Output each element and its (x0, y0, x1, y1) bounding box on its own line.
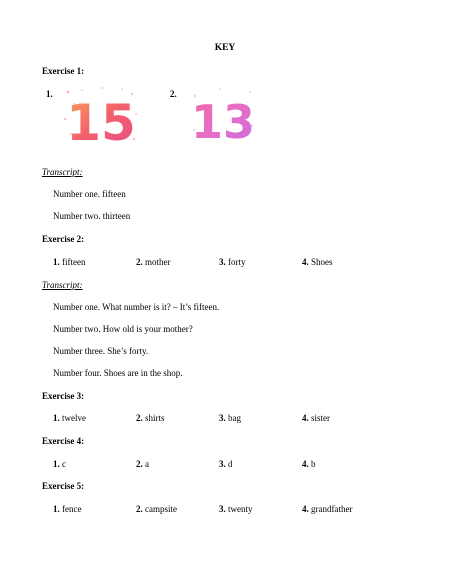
number-15-picture (62, 84, 140, 150)
exercise-2-transcript-label: Transcript: (42, 280, 83, 290)
exercise-3-answer-4: 4. sister (302, 413, 330, 423)
exercise-2-answer-2: 2. mother (136, 257, 171, 267)
exercise-2-transcript-line-1: Number one. What number is it? – It’s fifteen. (53, 302, 220, 312)
svg-text:15: 15 (66, 94, 136, 150)
exercise-2-answer-1: 1. fifteen (53, 257, 86, 267)
exercise-4-heading: Exercise 4: (42, 436, 85, 446)
exercise-2-answer-3: 3. forty (219, 257, 246, 267)
svg-text:13: 13 (190, 95, 256, 148)
exercise-4-answer-2: 2. a (136, 459, 149, 469)
exercise-1-item-1-number: 1. (46, 89, 53, 99)
exercise-1-transcript-line-2: Number two. thirteen (53, 211, 131, 221)
exercise-5-heading: Exercise 5: (42, 481, 85, 491)
exercise-1-heading: Exercise 1: (42, 66, 85, 76)
exercise-2-answer-4: 4. Shoes (302, 257, 333, 267)
exercise-3-answer-2: 2. shirts (136, 413, 165, 423)
page-title: KEY (214, 43, 236, 53)
exercise-5-answer-1: 1. fence (53, 504, 82, 514)
exercise-3-answer-1: 1. twelve (53, 413, 86, 423)
exercise-5-answer-4: 4. grandfather (302, 504, 353, 514)
exercise-4-answer-4: 4. b (302, 459, 316, 469)
exercise-3-answer-3: 3. bag (219, 413, 241, 423)
exercise-4-answer-1: 1. c (53, 459, 66, 469)
exercise-5-answer-2: 2. campsite (136, 504, 177, 514)
exercise-2-heading: Exercise 2: (42, 234, 85, 244)
exercise-1-transcript-line-1: Number one. fifteen (53, 189, 126, 199)
exercise-3-heading: Exercise 3: (42, 391, 85, 401)
exercise-1-item-2-number: 2. (170, 89, 177, 99)
exercise-5-answer-3: 3. twenty (219, 504, 253, 514)
exercise-2-transcript-line-3: Number three. She’s forty. (53, 346, 149, 356)
exercise-4-answer-3: 3. d (219, 459, 233, 469)
exercise-1-transcript-label: Transcript: (42, 167, 83, 177)
number-13-picture (190, 86, 256, 148)
exercise-2-transcript-line-4: Number four. Shoes are in the shop. (53, 368, 183, 378)
exercise-2-transcript-line-2: Number two. How old is your mother? (53, 324, 193, 334)
